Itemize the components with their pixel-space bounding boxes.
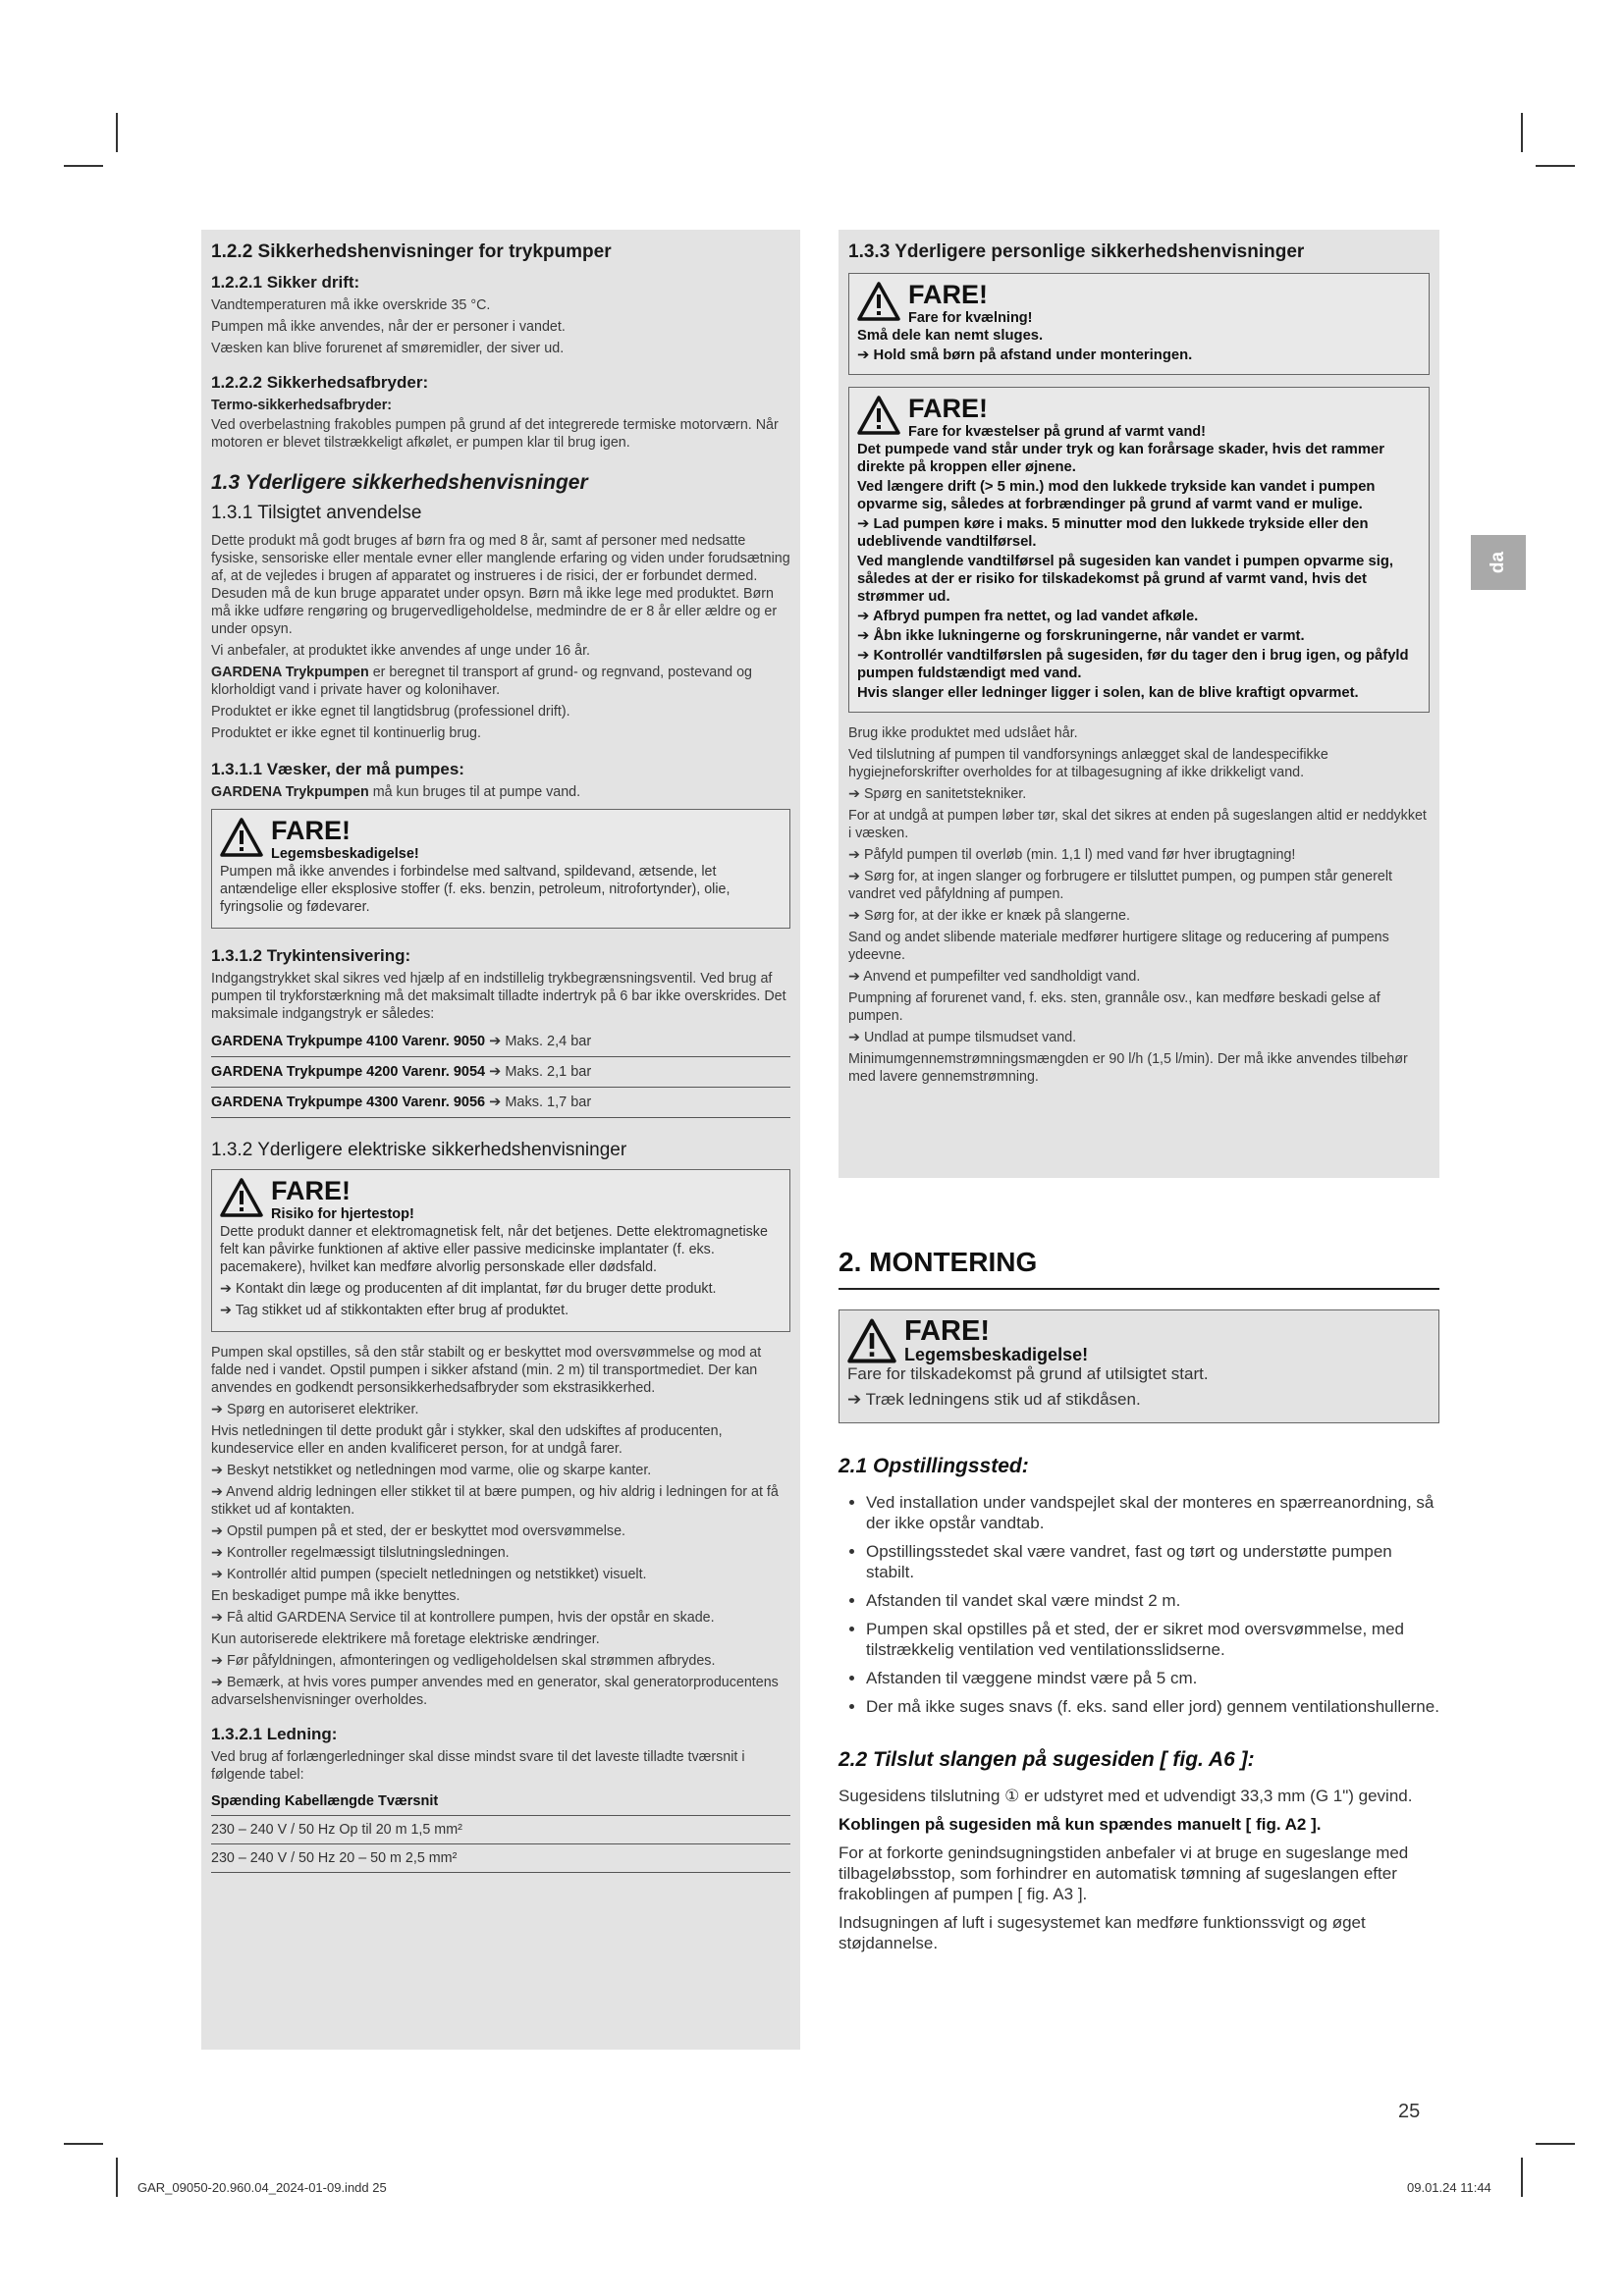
action-text: Hold små børn på afstand under monteringen. <box>873 347 1193 363</box>
arrow-icon: ➔ <box>857 648 874 664</box>
section-title: 1.3.3 Yderligere personlige sikkerhedshenvisninger <box>848 241 1305 262</box>
action-text: Sørg for, at ingen slanger og forbrugere er tilsluttet pumpen, og pumpen står generelt vandret ved påfyldning af pumpen. <box>848 869 1392 902</box>
paragraph: Brug ikke produktet med udsIået hår. <box>848 725 1078 741</box>
action-text: Spørg en autoriseret elektriker. <box>226 1402 419 1417</box>
warning-text: Små dele kan nemt sluges. <box>857 328 1044 344</box>
spec-row <box>211 1027 790 1057</box>
subsection-title: 1.2.2.2 Sikkerhedsafbryder: <box>211 373 429 392</box>
warning-text: Hvis slanger eller ledninger ligger i solen, kan de blive kraftigt opvarmet. <box>857 685 1359 701</box>
warning-action <box>857 515 1421 551</box>
action-item <box>211 1652 790 1670</box>
action-text: Afbryd pumpen fra nettet, og lad vandet afkøle. <box>872 609 1199 624</box>
crop-mark <box>1536 165 1575 167</box>
bullet-list <box>839 1492 1439 1717</box>
paragraph: Kun autoriserede elektrikere må foretage elektriske ændringer. <box>211 1631 600 1647</box>
warning-title: FARE! <box>271 1176 351 1205</box>
list-item: • Pumpen skal opstilles på et sted, der er sikret mod oversvømmelse, med tilstrækkelig ventilation ved ventilationsslidserne. <box>866 1619 1439 1660</box>
action-text: Kontrollér altid pumpen (specielt netledningen og netstikket) visuelt. <box>226 1567 647 1582</box>
left-column <box>201 230 800 2050</box>
action-item <box>848 868 1430 903</box>
paragraph <box>211 664 790 699</box>
action-text: Undlad at pumpe tilsmudset vand. <box>863 1030 1077 1045</box>
arrow-icon: ➔ <box>211 1610 227 1626</box>
warning-action <box>857 347 1421 364</box>
warning-triangle-icon <box>857 282 900 321</box>
spec-value: Maks. 2,1 bar <box>501 1064 592 1080</box>
paragraph: Ved tilslutning af pumpen til vandforsynings anlægget skal de landespecifikke hygiejneforskrifter overholdes for at tilbagesugning af ikke drikkeligt vand. <box>848 747 1328 780</box>
spec-model: GARDENA Trykpumpe 4100 Varenr. 9050 <box>211 1034 486 1049</box>
warning-subtitle: Legemsbeskadigelse! <box>904 1345 1089 1364</box>
warning-title: FARE! <box>271 816 351 845</box>
section-title: 1.3.1 Tilsigtet anvendelse <box>211 503 422 523</box>
action-text: Anvend aldrig ledningen eller stikket til at bære pumpen, og hiv aldrig i ledningen for at få stikket ud af kontakten. <box>211 1484 779 1518</box>
paragraph-bold: Termo-sikkerhedsafbryder: <box>211 398 393 413</box>
arrow-icon: ➔ <box>211 1675 227 1690</box>
section-title: 2.2 Tilslut slangen på sugesiden [ fig. A6 ]: <box>839 1748 1255 1771</box>
warning-text: Det pumpede vand står under tryk og kan forårsage skader, hvis det rammer direkte på kroppen eller øjnene. <box>857 442 1384 475</box>
paragraph: En beskadiget pumpe må ikke benyttes. <box>211 1588 460 1604</box>
action-text: Anvend et pumpefilter ved sandholdigt vand. <box>863 969 1141 985</box>
crop-mark <box>64 165 103 167</box>
warning-subtitle: Risiko for hjertestop! <box>271 1206 414 1222</box>
paragraph: Indsugningen af luft i sugesystemet kan medføre funktionssvigt og øget støjdannelse. <box>839 1913 1366 1952</box>
warning-subtitle: Legemsbeskadigelse! <box>271 846 419 862</box>
list-item: • Afstanden til væggene mindst være på 5 cm. <box>866 1668 1439 1688</box>
spec-model: GARDENA Trykpumpe 4200 Varenr. 9054 <box>211 1064 486 1080</box>
action-item <box>848 785 1430 803</box>
arrow-icon: ➔ <box>211 1463 227 1478</box>
warning-box <box>211 1169 790 1332</box>
cable-table-row: 230 – 240 V / 50 Hz Op til 20 m 1,5 mm² <box>211 1816 790 1844</box>
action-item <box>211 1483 790 1519</box>
paragraph: Ved brug af forlængerledninger skal disse mindst svare til det laveste tilladte tværsnit i følgende tabel: <box>211 1749 745 1783</box>
paragraph-text: er beregnet til transport af grund- og regnvand, postevand og klorholdigt vand i private haver og kolonihaver. <box>211 665 752 698</box>
warning-action <box>220 1280 782 1298</box>
warning-action <box>857 647 1421 682</box>
warning-subtitle: Fare for kvælning! <box>908 310 1033 326</box>
section-title: 1.3 Yderligere sikkerhedshenvisninger <box>211 471 588 494</box>
arrow-icon: ➔ <box>847 1390 866 1409</box>
arrow-icon: ➔ <box>848 1030 864 1045</box>
warning-subtitle: Fare for kvæstelser på grund af varmt vand! <box>908 424 1206 440</box>
spec-row <box>211 1088 790 1118</box>
warning-action <box>847 1389 1431 1411</box>
subsection-title: 1.3.1.2 Trykintensivering: <box>211 946 411 965</box>
arrow-icon: ➔ <box>211 1545 227 1561</box>
warning-text: Dette produkt danner et elektromagnetisk felt, når det betjenes. Dette elektromagnetiske felt kan påvirke funktionen af aktive eller passive medicinske implantater (f. eks. pacemakere), hvilket kan medføre alvorlig personskade eller dødsfald. <box>220 1224 768 1275</box>
paragraph: Hvis netledningen til dette produkt går i stykker, skal den udskiftes af producenten, kundeservice eller en anden kvalificeret person, for at undgå farer. <box>211 1423 723 1457</box>
warning-action <box>857 627 1421 645</box>
warning-text: Ved manglende vandtilførsel på sugesiden kan vandet i pumpen opvarme sig, således at der er risiko for tilskadekomst på grund af varmt vand, hvis det strømmer ud. <box>857 554 1393 605</box>
action-item <box>211 1401 790 1418</box>
action-item <box>211 1522 790 1540</box>
paragraph: Vandtemperaturen må ikke overskride 35 °C. <box>211 297 491 313</box>
spec-value: Maks. 1,7 bar <box>501 1095 592 1110</box>
warning-triangle-icon <box>857 396 900 435</box>
action-text: Før påfyldningen, afmonteringen og vedligeholdelsen skal strømmen afbrydes. <box>226 1653 716 1669</box>
action-item <box>848 1029 1430 1046</box>
action-text: Få altid GARDENA Service til at kontrollere pumpen, hvis der opstår en skade. <box>226 1610 715 1626</box>
crop-mark <box>1536 2143 1575 2145</box>
action-item <box>211 1462 790 1479</box>
paragraph: Pumpning af forurenet vand, f. eks. sten, grannåle osv., kan medføre beskadi gelse af pumpen. <box>848 990 1380 1024</box>
action-text: Sørg for, at der ikke er knæk på slangerne. <box>863 908 1130 924</box>
action-item <box>848 846 1430 864</box>
action-item <box>848 968 1430 986</box>
paragraph: Minimumgennemstrømningsmængden er 90 l/h (1,5 l/min). Der må ikke anvendes tilbehør med lavere gennemstrømning. <box>848 1051 1408 1085</box>
list-item: • Opstillingsstedet skal være vandret, fast og tørt og understøtte pumpen stabilt. <box>866 1541 1439 1582</box>
crop-mark <box>116 113 118 152</box>
warning-action <box>220 1302 782 1319</box>
footer-timestamp: 09.01.24 11:44 <box>1407 2180 1491 2195</box>
paragraph: Produktet er ikke egnet til kontinuerlig brug. <box>211 725 481 741</box>
arrow-icon: ➔ <box>220 1303 236 1318</box>
action-item <box>211 1566 790 1583</box>
paragraph: For at undgå at pumpen løber tør, skal det sikres at enden på sugeslangen altid er neddykket i væsken. <box>848 808 1427 841</box>
action-text: Tag stikket ud af stikkontakten efter brug af produktet. <box>235 1303 569 1318</box>
arrow-icon: ➔ <box>211 1567 227 1582</box>
spec-row <box>211 1057 790 1088</box>
arrow-icon: ➔ <box>857 347 874 363</box>
paragraph: Produktet er ikke egnet til langtidsbrug (professionel drift). <box>211 704 570 720</box>
arrow-icon: ➔ <box>848 908 864 924</box>
cable-table-header: Spænding Kabellængde Tværsnit <box>211 1788 790 1816</box>
arrow-icon: ➔ <box>489 1095 502 1110</box>
warning-triangle-icon <box>220 1178 263 1217</box>
paragraph: Dette produkt må godt bruges af børn fra og med 8 år, samt af personer med nedsatte fysiske, sensoriske eller mentale evner eller manglende erfaring og viden under forudsætning af, at de vejledes i brugen af apparatet og instrueres i de risici, der er forbundet dermed. Desuden må de kun bruge apparatet under opsyn. Børn må ikke lege med produktet. Børn må ikke udføre rengøring og brugervedligeholdelse, medmindre de er 8 år eller ældre og er under opsyn. <box>211 533 790 637</box>
cable-table-row: 230 – 240 V / 50 Hz 20 – 50 m 2,5 mm² <box>211 1844 790 1873</box>
action-text: Opstil pumpen på et sted, der er beskyttet mod oversvømmelse. <box>226 1523 625 1539</box>
crop-mark <box>1521 113 1523 152</box>
brand-text: GARDENA Trykpumpen <box>211 665 369 680</box>
action-text: Åbn ikke lukningerne og forskruningerne, når vandet er varmt. <box>873 628 1305 644</box>
warning-box <box>848 273 1430 375</box>
warning-title: FARE! <box>904 1315 990 1347</box>
paragraph-bold: Koblingen på sugesiden må kun spændes manuelt [ fig. A2 ]. <box>839 1815 1322 1834</box>
crop-mark <box>116 2158 118 2197</box>
warning-text: Pumpen må ikke anvendes i forbindelse med saltvand, spildevand, ætsende, let antændelige eller eksplosive stoffer (f. eks. benzin, petroleum, nitrofortynder), olie, fyringsolie og fødevarer. <box>220 864 731 915</box>
arrow-icon: ➔ <box>211 1484 227 1500</box>
section-title: 1.2.2 Sikkerhedshenvisninger for trykpumper <box>211 241 612 262</box>
arrow-icon: ➔ <box>220 1281 236 1297</box>
arrow-icon: ➔ <box>211 1523 227 1539</box>
subsection-title: 1.3.2.1 Ledning: <box>211 1725 338 1743</box>
paragraph-text: må kun bruges til at pumpe vand. <box>368 784 581 800</box>
paragraph <box>211 783 790 801</box>
action-text: Påfyld pumpen til overløb (min. 1,1 l) med vand før hver ibrugtagning! <box>863 847 1296 863</box>
arrow-icon: ➔ <box>848 969 864 985</box>
chapter-title: 2. MONTERING <box>839 1247 1439 1290</box>
paragraph: Væsken kan blive forurenet af smøremidler, der siver ud. <box>211 341 565 356</box>
action-item <box>211 1544 790 1562</box>
arrow-icon: ➔ <box>848 786 864 802</box>
spec-value: Maks. 2,4 bar <box>501 1034 592 1049</box>
action-text: Spørg en sanitetstekniker. <box>863 786 1027 802</box>
montering-section <box>839 1247 1439 1961</box>
warning-box <box>848 387 1430 713</box>
subsection-title: 1.3.1.1 Væsker, der må pumpes: <box>211 760 464 778</box>
action-item <box>848 907 1430 925</box>
page-number: 25 <box>1398 2101 1421 2122</box>
warning-title: FARE! <box>908 394 988 423</box>
paragraph: Pumpen må ikke anvendes, når der er personer i vandet. <box>211 319 566 335</box>
language-tab <box>1471 535 1526 590</box>
arrow-icon: ➔ <box>857 628 874 644</box>
warning-box <box>211 809 790 929</box>
subsection-title: 1.2.2.1 Sikker drift: <box>211 273 360 292</box>
crop-mark <box>64 2143 103 2145</box>
action-text: Kontrollér vandtilførslen på sugesiden, før du tager den i brug igen, og påfyld pumpen fuldstændigt med vand. <box>857 648 1409 681</box>
footer-filename: GAR_09050-20.960.04_2024-01-09.indd 25 <box>137 2180 387 2195</box>
action-text: Lad pumpen køre i maks. 5 minutter mod den lukkede trykside eller den udeblivende vandtilførsel. <box>857 516 1369 550</box>
paragraph: Ved overbelastning frakobles pumpen på grund af det integrerede termiske motorværn. Når motoren er blevet tilstrækkeligt afkølet, er pumpen klar til brug igen. <box>211 417 779 451</box>
spec-model: GARDENA Trykpumpe 4300 Varenr. 9056 <box>211 1095 486 1110</box>
warning-action <box>857 608 1421 625</box>
warning-box <box>839 1309 1439 1423</box>
list-item: • Ved installation under vandspejlet skal der monteres en spærreanordning, så der ikke opstår vandtab. <box>866 1492 1439 1533</box>
arrow-icon: ➔ <box>489 1064 502 1080</box>
warning-title: FARE! <box>908 280 988 309</box>
arrow-icon: ➔ <box>857 516 874 532</box>
section-title: 2.1 Opstillingssted: <box>839 1455 1029 1477</box>
action-text: Kontakt din læge og producenten af dit implantat, før du bruger dette produkt. <box>235 1281 717 1297</box>
arrow-icon: ➔ <box>848 869 864 884</box>
section-title: 1.3.2 Yderligere elektriske sikkerhedshenvisninger <box>211 1140 627 1160</box>
action-item <box>211 1609 790 1627</box>
arrow-icon: ➔ <box>857 609 873 624</box>
list-item: • Der må ikke suges snavs (f. eks. sand eller jord) gennem ventilationshullerne. <box>866 1696 1439 1717</box>
warning-text: Ved længere drift (> 5 min.) mod den lukkede trykside kan vandet i pumpen opvarme sig, således at forbrændinger på grund af varmt vand er mulige. <box>857 479 1376 512</box>
brand-text: GARDENA Trykpumpen <box>211 784 369 800</box>
arrow-icon: ➔ <box>489 1034 502 1049</box>
warning-triangle-icon <box>847 1318 896 1363</box>
action-text: Kontroller regelmæssigt tilslutningsledningen. <box>226 1545 510 1561</box>
paragraph: For at forkorte genindsugningstiden anbefaler vi at bruge en sugeslange med tilbageløbsstop, som forhindrer en automatisk tømning af sugeslangen efter frakoblingen af pumpen [ fig. A3 ]. <box>839 1843 1409 1903</box>
action-text: Bemærk, at hvis vores pumper anvendes med en generator, skal generatorproducentens advarselshenvisninger overholdes. <box>211 1675 779 1708</box>
language-tab-label: da <box>1488 551 1508 574</box>
arrow-icon: ➔ <box>848 847 864 863</box>
paragraph: Indgangstrykket skal sikres ved hjælp af en indstillelig trykbegrænsningsventil. Ved brug af pumpen til trykforstærkning må det maksimalt tilladte indertryk på 6 bar ikke overskrides. Det maksimale indgangstryk er således: <box>211 971 786 1022</box>
arrow-icon: ➔ <box>211 1402 227 1417</box>
paragraph: Pumpen skal opstilles, så den står stabilt og er beskyttet mod oversvømmelse og mod at falde ned i vandet. Opstil pumpen i sikker afstand (min. 2 m) til transportmediet. Der kan anvendes en godkendt personsikkerhedsafbryder som ekstrasikkerhed. <box>211 1345 762 1396</box>
paragraph: Vi anbefaler, at produktet ikke anvendes af unge under 16 år. <box>211 643 591 659</box>
arrow-icon: ➔ <box>211 1653 227 1669</box>
action-text: Træk ledningens stik ud af stikdåsen. <box>865 1390 1141 1409</box>
warning-triangle-icon <box>220 818 263 857</box>
paragraph: Sand og andet slibende materiale medfører hurtigere slitage og reducering af pumpens ydeevne. <box>848 930 1389 963</box>
crop-mark <box>1521 2158 1523 2197</box>
right-column <box>839 230 1439 1178</box>
warning-text: Fare for tilskadekomst på grund af utilsigtet start. <box>847 1364 1209 1383</box>
list-item: • Afstanden til vandet skal være mindst 2 m. <box>866 1590 1439 1611</box>
action-text: Beskyt netstikket og netledningen mod varme, olie og skarpe kanter. <box>226 1463 652 1478</box>
action-item <box>211 1674 790 1709</box>
paragraph: Sugesidens tilslutning ① er udstyret med et udvendigt 33,3 mm (G 1") gevind. <box>839 1787 1413 1805</box>
